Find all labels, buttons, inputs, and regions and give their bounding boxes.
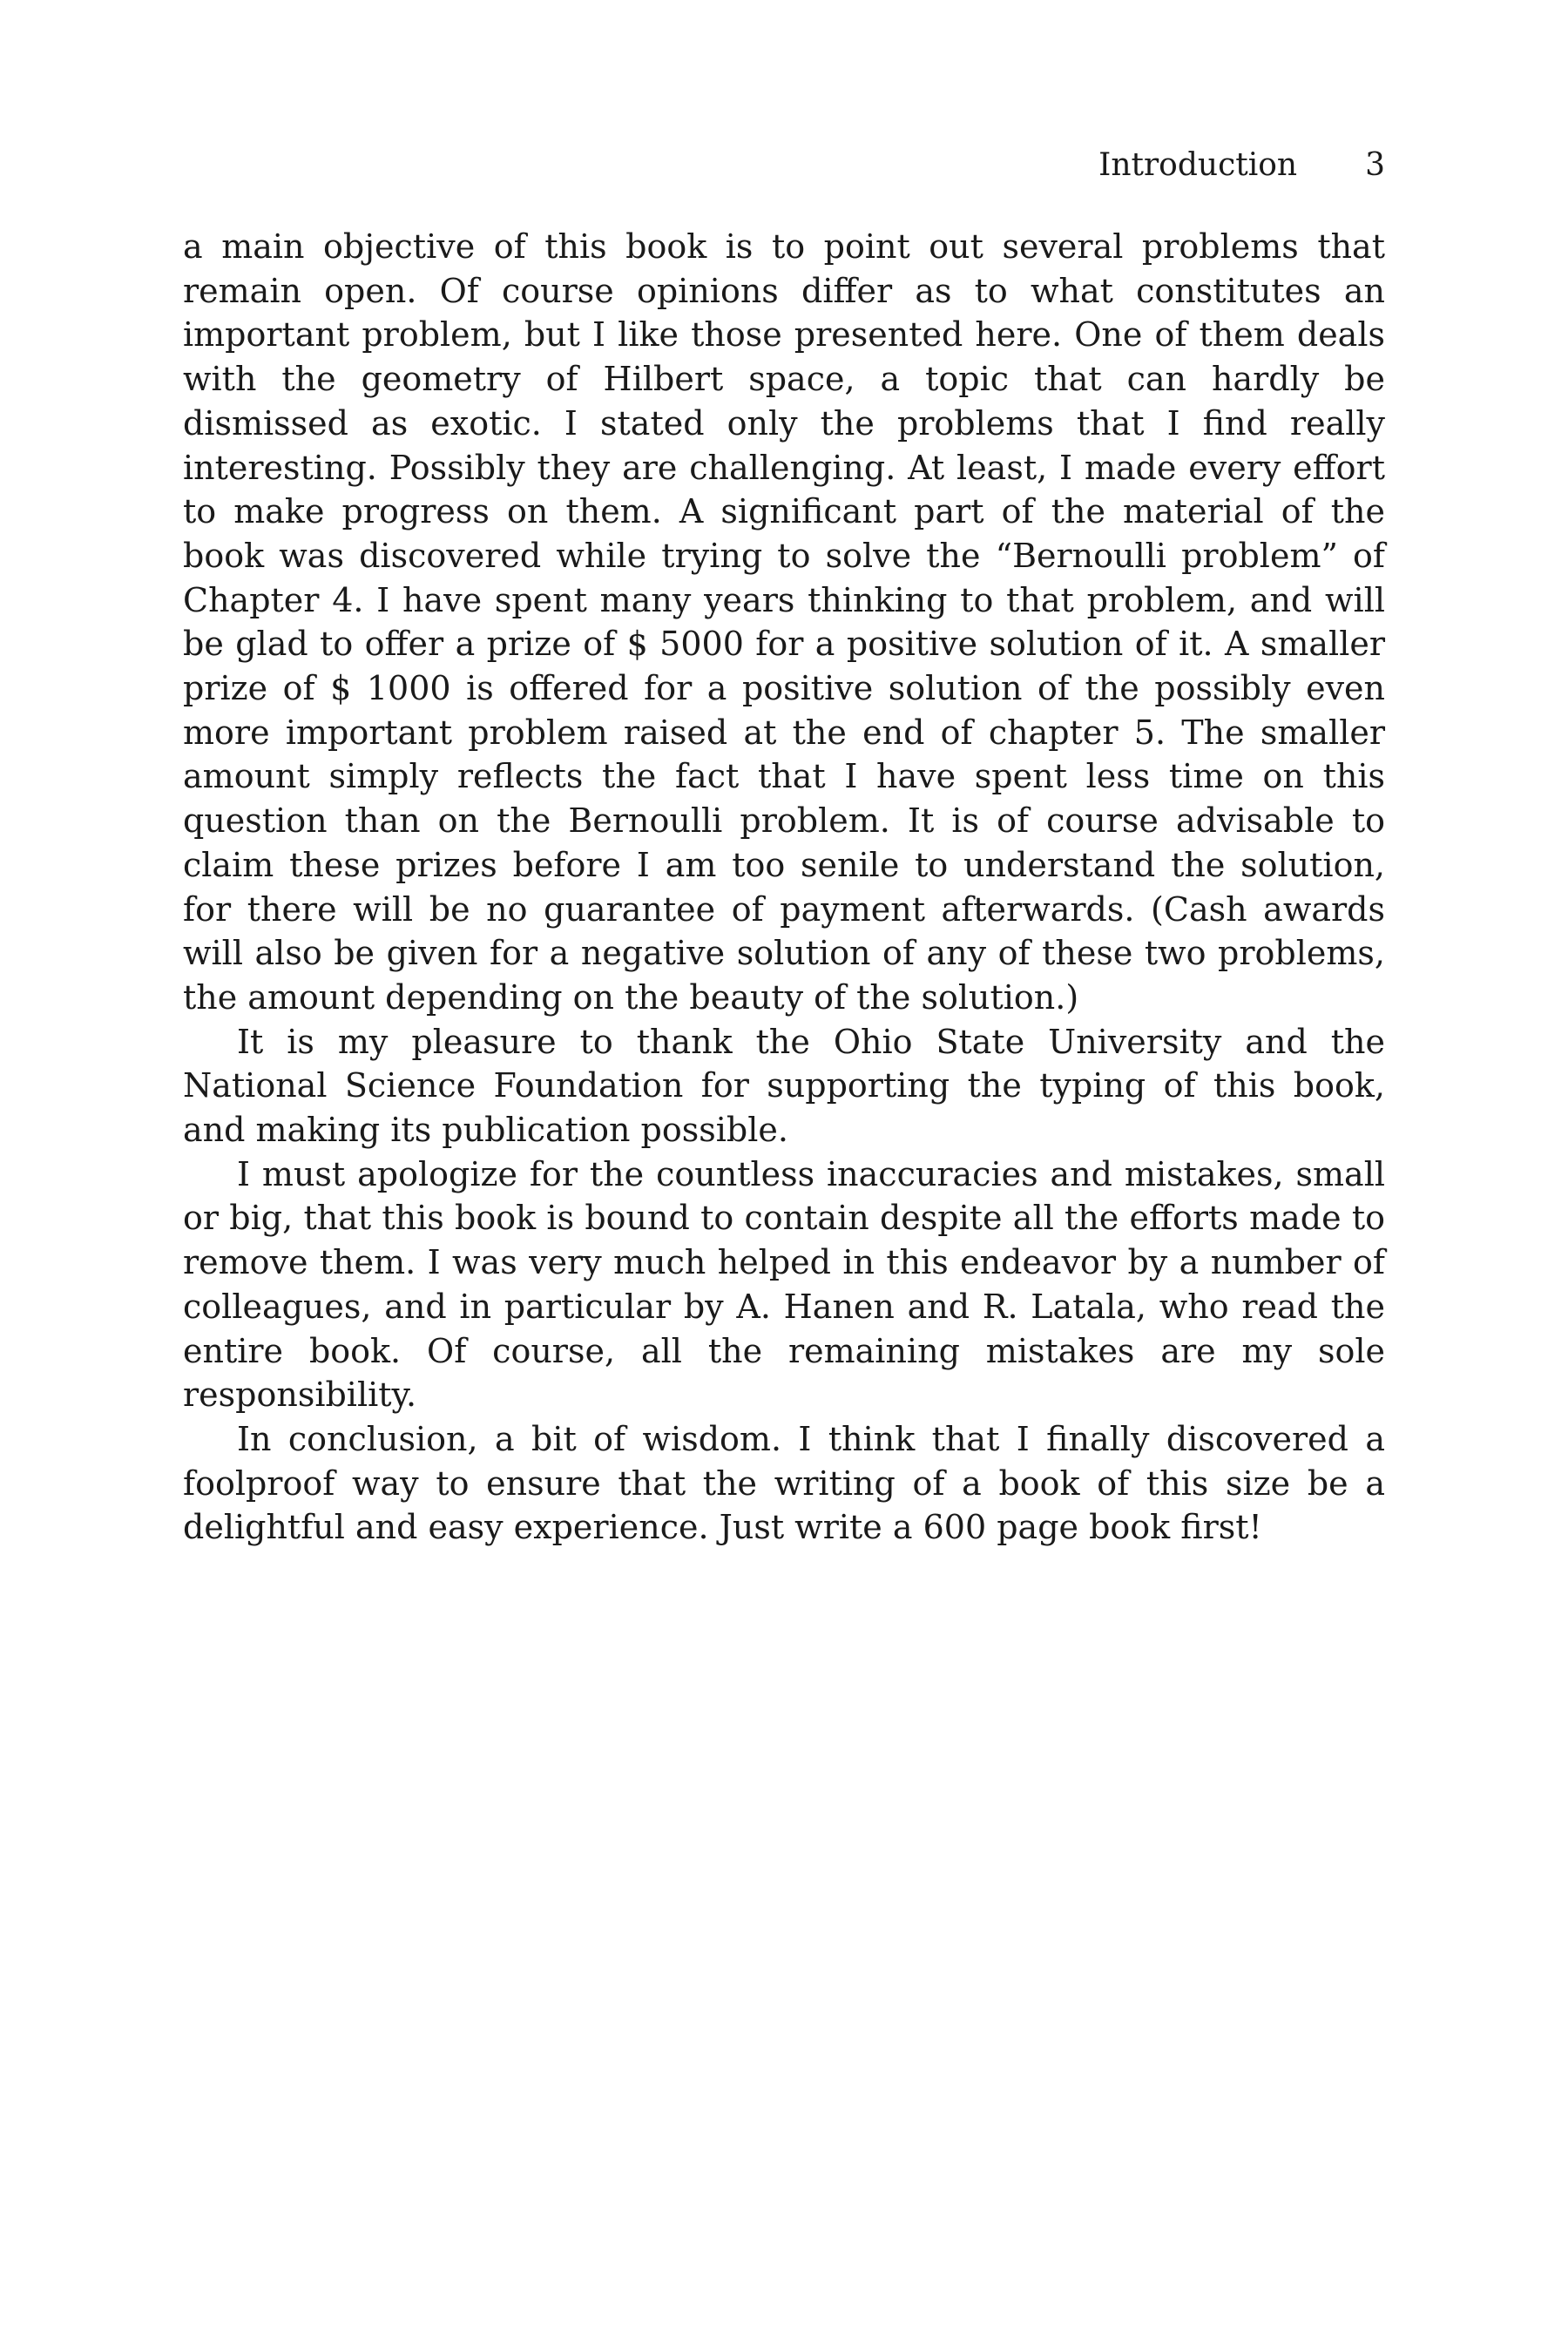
paragraph-continuation: a main objective of this book is to point out several problems that remain open. Of course opinions differ as to what constitutes an important problem, but I like those presented here. One of them deals with the geometry of Hilbert space, a topic that can hardly be dismissed as exotic. I stated only the problems that I find really interesting. Possibly they are challenging. At least, I made every effort to make progress on them. A significant part of the material of the book was discovered while trying to solve the “Bernoulli problem” of Chapter 4. I have spent many years thinking to that problem, and will be glad to offer a prize of $ 5000 for a positive solution of it. A smaller prize of $ 1000 is offered for a positive solution of the possibly even more important problem raised at the end of chapter 5. The smaller amount simply reflects the fact that I have spent less time on this question than on the Bernoulli problem. It is of course advisable to claim these prizes before I am too senile to understand the solution, for there will be no guarantee of payment afterwards. (Cash awards will also be given for a negative solution of any of these two problems, the amount depending on the beauty of the solution.) bbox=[183, 227, 1385, 1017]
page-number: 3 bbox=[1365, 147, 1385, 183]
running-head bbox=[775, 146, 1385, 185]
section-title: Introduction bbox=[1098, 147, 1298, 183]
paragraph-acknowledgment: It is my pleasure to thank the Ohio State University and the National Science Foundation for supporting the typing of this book, and making its publication possible. bbox=[183, 1022, 1385, 1150]
paragraph-conclusion: In conclusion, a bit of wisdom. I think that I finally discovered a foolproof way to ensure that the writing of a book of this size be a delightful and easy experience. Just write a 600 page book first! bbox=[183, 1419, 1385, 1547]
body-text bbox=[183, 225, 1385, 1550]
paragraph-apology: I must apologize for the countless inaccuracies and mistakes, small or big, that this book is bound to contain despite all the efforts made to remove them. I was very much helped in this endeavor by a number of colleagues, and in particular by A. Hanen and R. Latala, who read the entire book. Of course, all the remaining mistakes are my sole responsibility. bbox=[183, 1154, 1385, 1415]
